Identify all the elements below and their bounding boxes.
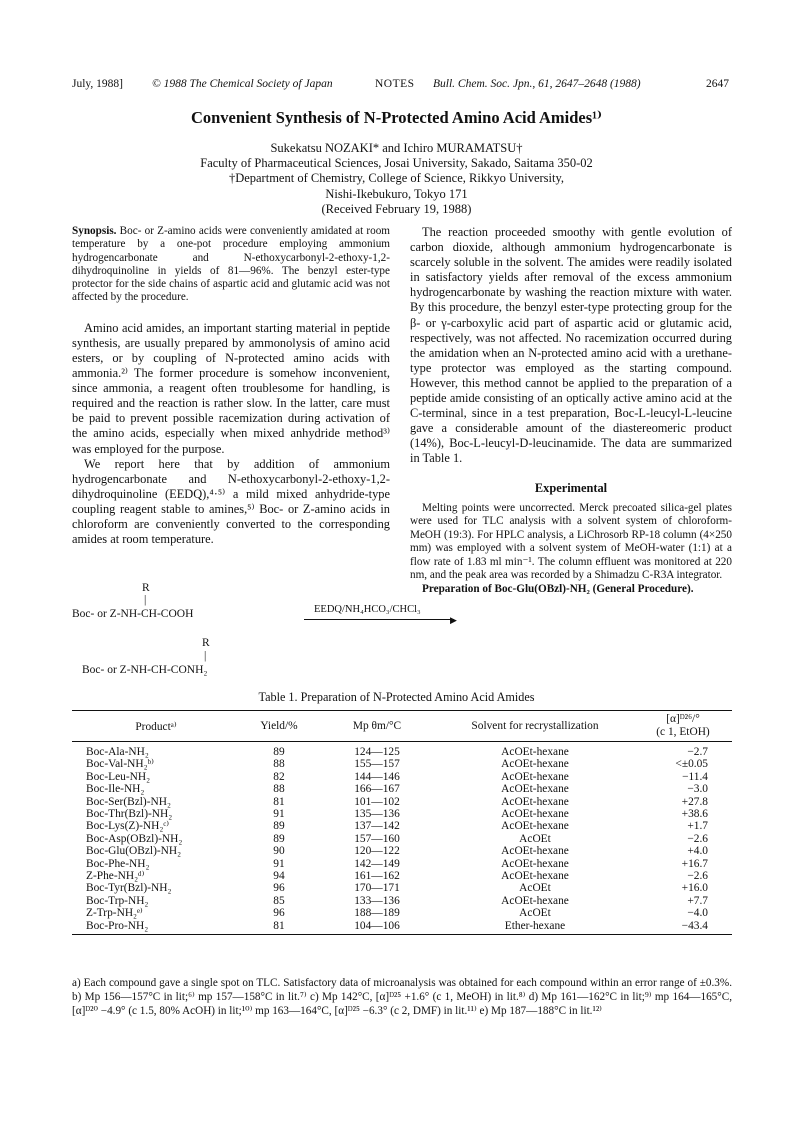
- cell-yield: 81: [273, 795, 285, 808]
- cell-product: Boc-Glu(OBzl)-NH₂: [86, 845, 182, 858]
- cell-rotation: +4.0: [687, 845, 708, 858]
- scheme-reactant: Boc- or Z-NH-CH-COOH: [72, 608, 194, 620]
- scheme-arrow: [304, 619, 454, 620]
- table-row: [72, 833, 732, 845]
- scheme-reagents: EEDQ/NH₄HCO₃/CHCl₃: [314, 604, 421, 615]
- intro-paragraph-2: We report here that by addition of ammonium hydrogencarbonate and N-ethoxycarbonyl-2-ethoxy-1,2-dihydroquinoline (EEDQ),⁴·⁵⁾ a mild mixed anhydride-type coupling reagent stable to amines,⁵⁾ Boc- or Z-amino acids in chloroform are conveniently converted to the corresponding amides at room temperature.: [72, 456, 390, 547]
- cell-yield: 91: [273, 857, 285, 870]
- affiliation-1: Faculty of Pharmaceutical Sciences, Josai University, Sakado, Saitama 350-02: [200, 156, 593, 171]
- cell-mp: 166—167: [354, 783, 400, 796]
- cell-yield: 91: [273, 808, 285, 821]
- cell-rotation: +7.7: [687, 894, 708, 907]
- cell-mp: 170—171: [354, 882, 400, 895]
- cell-yield: 89: [273, 820, 285, 833]
- cell-mp: 137—142: [354, 820, 400, 833]
- cell-yield: 94: [273, 870, 285, 883]
- cell-rotation: +38.6: [681, 808, 708, 821]
- table-row: [72, 882, 732, 894]
- cell-yield: 81: [240, 920, 318, 935]
- cell-product: Boc-Tyr(Bzl)-NH₂: [86, 882, 172, 895]
- cell-solvent: AcOEt-hexane: [501, 857, 569, 870]
- synopsis-label: Synopsis.: [72, 225, 117, 237]
- cell-mp: 101—102: [354, 795, 400, 808]
- cell-yield: 88: [273, 783, 285, 796]
- cell-product: Boc-Val-NH₂ᵇ⁾: [86, 758, 154, 771]
- cell-yield: 85: [273, 894, 285, 907]
- cell-rotation: +16.7: [681, 857, 708, 870]
- affiliation-2: †Department of Chemistry, College of Science, Rikkyo University,: [228, 171, 565, 186]
- cell-solvent: AcOEt-hexane: [501, 845, 569, 858]
- scheme-product: Boc- or Z-NH-CH-CONH₂: [82, 664, 208, 676]
- cell-product: Boc-Ile-NH₂: [86, 783, 145, 796]
- table-row: [72, 870, 732, 882]
- received-date: (Received February 19, 1988): [321, 201, 472, 216]
- cell-mp: 135—136: [354, 808, 400, 821]
- arrowhead-icon: ▶: [450, 615, 457, 625]
- intro-paragraph-1: Amino acid amides, an important starting material in peptide synthesis, are usually prepared by ammonolysis of amino acid esters, or by coupling of N-protected amino acids with ammonia.²⁾ The former procedure is somehow inconvenient, since ammonia, a reagent often troublesome for handling, is required and the reaction is rather slow. In the latter, care must be paid to prevent possible racemization during activation of the amino acids, especially when mixed anhydride method³⁾ was employed for the purpose.: [72, 320, 390, 456]
- cell-product: Boc-Lys(Z)-NH₂ᶜ⁾: [86, 820, 170, 833]
- cell-rotation: −2.7: [687, 746, 708, 758]
- left-column: [72, 225, 390, 547]
- synopsis: [72, 225, 390, 305]
- cell-solvent: Ether-hexane: [436, 920, 634, 935]
- table-row: [72, 845, 732, 857]
- cell-rotation: +27.8: [681, 795, 708, 808]
- cell-yield: 82: [273, 770, 285, 783]
- cell-mp: 161—162: [354, 870, 400, 883]
- header-citation: Bull. Chem. Soc. Jpn., 61, 2647–2648 (1988): [433, 78, 641, 90]
- cell-product: Boc-Thr(Bzl)-NH₂: [86, 808, 173, 821]
- experimental-text: Melting points were uncorrected. Merck precoated silica-gel plates were used for TLC analysis with a solvent system of chloroform-MeOH (19:3). For HPLC analysis, a LiChrosorb RP-18 column (4×250 mm) was employed with a solvent system of MeOH-water (1:1) at a flow rate of 1.83 ml min⁻¹. The column effluent was monitored at 220 nm, and the peak area was recorded by a Shimadzu C-R3A integrator.: [410, 501, 732, 582]
- introduction: [72, 321, 390, 547]
- header-rotation-symbol: [α]ᴰ²⁶/°: [666, 713, 700, 725]
- results-discussion: [410, 225, 732, 467]
- synopsis-text: Boc- or Z-amino acids were conveniently amidated at room temperature by a one-pot procedure employing ammonium hydrogencarbonate and N-ethoxycarbonyl-2-ethoxy-1,2-dihydroquinoline in yields of 81—96%. The benzyl ester-type protector for the side chains of aspartic acid and glutamic acid was not affected by the procedure.: [72, 225, 391, 304]
- cell-solvent: AcOEt-hexane: [501, 820, 569, 833]
- scheme-bond-top: |: [144, 594, 147, 606]
- right-column: [410, 225, 732, 597]
- cell-rotation: −43.4: [634, 920, 732, 935]
- cell-solvent: AcOEt-hexane: [501, 758, 569, 771]
- cell-yield: 89: [273, 746, 285, 758]
- table-row: [72, 758, 732, 770]
- cell-rotation: −3.0: [687, 783, 708, 796]
- cell-rotation: +16.0: [681, 882, 708, 895]
- table-row: [72, 920, 732, 935]
- author-names: Sukekatsu NOZAKI* and Ichiro MURAMATSU†: [270, 141, 523, 155]
- header-rotation: [634, 711, 732, 742]
- header-solvent: Solvent for recrystallization: [436, 711, 634, 742]
- cell-solvent: AcOEt-hexane: [501, 808, 569, 821]
- results-table: [72, 710, 732, 935]
- cell-solvent: AcOEt-hexane: [501, 870, 569, 883]
- results-paragraph: The reaction proceeded smoothy with gentle evolution of carbon dioxide, although ammonium hydrogencarbonate is scarcely soluble in the solvent. The amides were readily isolated in satisfactory yields after removal of the excess ammonium hydrogencarbonate by washing the reaction mixture with water. By this procedure, the benzyl ester-type protecting group for the β- or γ-carboxylic acid part of aspartic acid or glutamic acid, respectively, was not affected. No racemization occurred during the amidation when an N-protected amino acid with a urethane-type protector was employed as the starting compound. However, this method cannot be applied to the preparation of a peptide amide consisting of an optically active amino acid at the C-terminal, since in a test preparation, Boc-L-leucyl-L-leucine gave a considerable amount of the diastereomeric product (14%), Boc-L-leucyl-D-leucinamide. The data are summarized in Table 1.: [410, 225, 732, 466]
- table-body: [72, 742, 732, 935]
- table-row: [72, 783, 732, 795]
- cell-product: Boc-Trp-NH₂: [86, 894, 149, 907]
- table-footnote: a) Each compound gave a single spot on TLC. Satisfactory data of microanalysis was obtained for each compound within an error range of ±0.3%. b) Mp 156—157°C in lit;⁶⁾ mp 157—158°C in lit.⁷⁾ c) Mp 142°C, [α]ᴰ²⁵ +1.6° (c 1, MeOH) in lit.⁸⁾ d) Mp 161—162°C in lit;⁹⁾ mp 164—165°C, [α]ᴰ²⁰ −4.9° (c 1.5, 80% AcOH) in lit;¹⁰⁾ mp 163—164°C, [α]ᴰ²⁵ −6.3° (c 2, DMF) in lit.¹¹⁾ e) Mp 187—188°C in lit.¹²⁾: [72, 977, 732, 1017]
- cell-mp: 144—146: [354, 770, 400, 783]
- cell-solvent: AcOEt-hexane: [501, 770, 569, 783]
- cell-solvent: AcOEt: [519, 832, 551, 845]
- cell-solvent: AcOEt: [519, 882, 551, 895]
- cell-yield: 90: [273, 845, 285, 858]
- cell-mp: 157—160: [354, 832, 400, 845]
- header-notes: NOTES: [375, 78, 415, 90]
- cell-rotation: +1.7: [687, 820, 708, 833]
- experimental-heading: Experimental: [534, 480, 608, 495]
- cell-product: Boc-Pro-NH₂: [72, 920, 240, 935]
- cell-product: Z-Trp-NH₂ᵉ⁾: [86, 907, 143, 920]
- cell-solvent: AcOEt-hexane: [501, 894, 569, 907]
- table-row: [72, 742, 732, 759]
- cell-product: Boc-Ser(Bzl)-NH₂: [86, 795, 171, 808]
- cell-mp: 155—157: [354, 758, 400, 771]
- cell-solvent: AcOEt-hexane: [501, 783, 569, 796]
- cell-solvent: AcOEt-hexane: [501, 795, 569, 808]
- scheme-bond-bottom: |: [204, 650, 207, 662]
- cell-mp: 120—122: [354, 845, 400, 858]
- table-row: [72, 895, 732, 907]
- cell-rotation: −11.4: [682, 770, 708, 783]
- cell-yield: 88: [273, 758, 285, 771]
- scheme-r-top: R: [142, 582, 150, 594]
- cell-mp: 133—136: [354, 894, 400, 907]
- cell-solvent: AcOEt: [519, 907, 551, 920]
- reaction-scheme: [72, 582, 457, 682]
- cell-product: Boc-Ala-NH₂: [86, 746, 149, 758]
- experimental-subheading: Preparation of Boc-Glu(OBzl)-NH₂ (General Procedure).: [422, 583, 694, 596]
- cell-solvent: AcOEt-hexane: [501, 746, 569, 758]
- header-yield: Yield/%: [240, 711, 318, 742]
- header-date: July, 1988]: [72, 78, 124, 90]
- cell-mp: 104—106: [318, 920, 436, 935]
- cell-yield: 89: [273, 832, 285, 845]
- cell-rotation: −4.0: [687, 907, 708, 920]
- cell-yield: 96: [273, 882, 285, 895]
- cell-product: Boc-Phe-NH₂: [86, 857, 150, 870]
- cell-rotation: <±0.05: [675, 758, 708, 771]
- table-row: [72, 808, 732, 820]
- table-row: [72, 820, 732, 832]
- table-caption: Table 1. Preparation of N-Protected Amino Acid Amides: [258, 690, 535, 704]
- page-number: 2647: [706, 78, 729, 90]
- header-mp: Mp θm/°C: [318, 711, 436, 742]
- scheme-r-bottom: R: [202, 637, 210, 649]
- table-row: [72, 796, 732, 808]
- cell-product: Z-Phe-NH₂ᵈ⁾: [86, 870, 145, 883]
- header-rotation-conditions: (c 1, EtOH): [656, 726, 710, 738]
- table-row: [72, 858, 732, 870]
- table-row: [72, 907, 732, 919]
- cell-product: Boc-Asp(OBzl)-NH₂: [86, 832, 183, 845]
- author-block: [0, 141, 793, 217]
- table-row: [72, 771, 732, 783]
- experimental-section: [410, 502, 732, 597]
- article-title: Convenient Synthesis of N-Protected Amino Acid Amides¹⁾: [190, 108, 603, 127]
- header-copyright: © 1988 The Chemical Society of Japan: [152, 78, 333, 90]
- cell-mp: 142—149: [354, 857, 400, 870]
- cell-product: Boc-Leu-NH₂: [86, 770, 151, 783]
- cell-rotation: −2.6: [687, 870, 708, 883]
- cell-mp: 188—189: [354, 907, 400, 920]
- cell-yield: 96: [273, 907, 285, 920]
- header-product: Productᵃ⁾: [72, 711, 240, 742]
- affiliation-3: Nishi-Ikebukuro, Tokyo 171: [325, 186, 468, 201]
- cell-rotation: −2.6: [687, 832, 708, 845]
- cell-mp: 124—125: [354, 746, 400, 758]
- table-header-row: [72, 711, 732, 742]
